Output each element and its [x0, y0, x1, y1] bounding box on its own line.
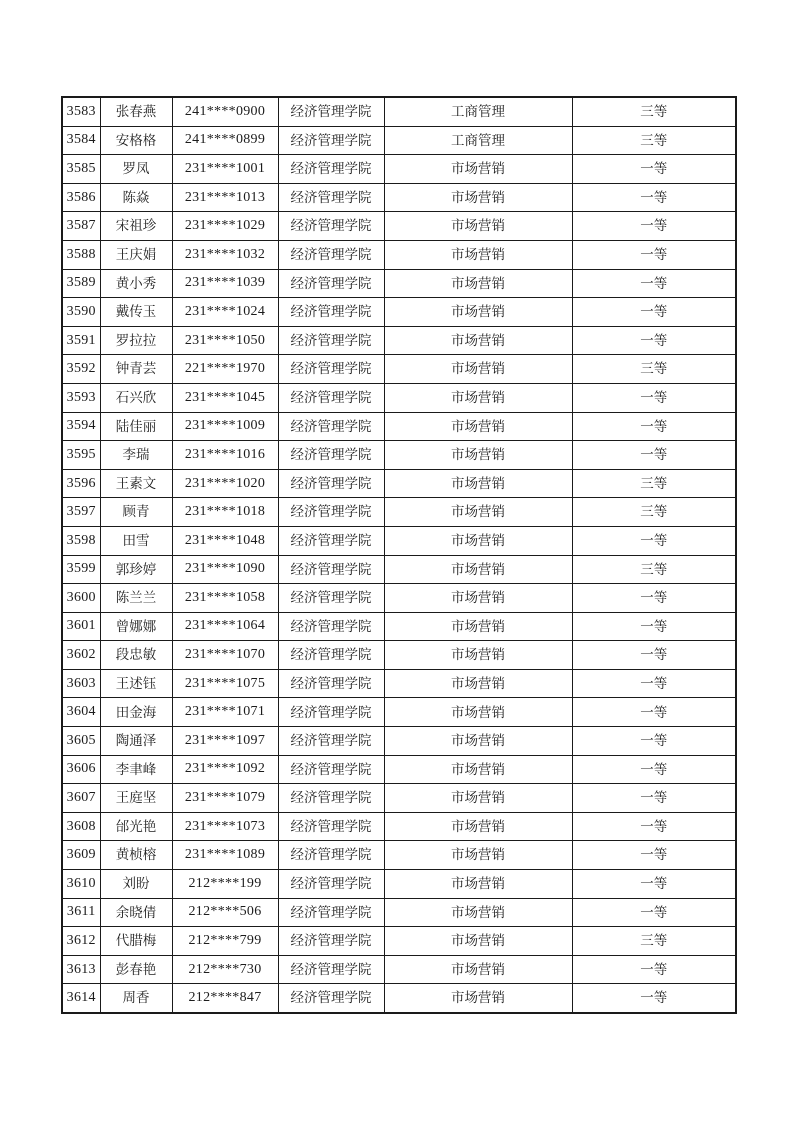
cell-serial-number: 3593: [62, 383, 100, 412]
table-row: [62, 469, 736, 498]
cell-major: 市场营销: [384, 812, 572, 841]
cell-serial-number: 3594: [62, 412, 100, 441]
cell-award-level: 一等: [572, 955, 736, 984]
cell-award-level: 一等: [572, 526, 736, 555]
cell-student-id: 212****506: [172, 898, 278, 927]
cell-college: 经济管理学院: [278, 298, 384, 327]
cell-student-id: 231****1009: [172, 412, 278, 441]
table-row: [62, 441, 736, 470]
cell-major: 市场营销: [384, 698, 572, 727]
cell-serial-number: 3604: [62, 698, 100, 727]
cell-serial-number: 3592: [62, 355, 100, 384]
cell-student-name: 罗拉拉: [100, 326, 172, 355]
cell-award-level: 一等: [572, 641, 736, 670]
table-row: [62, 812, 736, 841]
cell-college: 经济管理学院: [278, 612, 384, 641]
table-row: [62, 755, 736, 784]
cell-award-level: 一等: [572, 269, 736, 298]
cell-student-id: 231****1024: [172, 298, 278, 327]
cell-award-level: 三等: [572, 555, 736, 584]
cell-major: 市场营销: [384, 584, 572, 613]
cell-student-name: 田雪: [100, 526, 172, 555]
cell-serial-number: 3597: [62, 498, 100, 527]
cell-serial-number: 3609: [62, 841, 100, 870]
cell-student-id: 231****1073: [172, 812, 278, 841]
cell-student-name: 石兴欣: [100, 383, 172, 412]
cell-major: 市场营销: [384, 841, 572, 870]
cell-student-id: 231****1013: [172, 183, 278, 212]
cell-student-name: 李瑞: [100, 441, 172, 470]
cell-student-id: 231****1050: [172, 326, 278, 355]
cell-student-name: 田金海: [100, 698, 172, 727]
table-row: [62, 727, 736, 756]
table-row: [62, 784, 736, 813]
cell-student-id: 231****1064: [172, 612, 278, 641]
cell-college: 经济管理学院: [278, 97, 384, 126]
cell-student-id: 231****1001: [172, 155, 278, 184]
table-row: [62, 383, 736, 412]
cell-student-name: 王素文: [100, 469, 172, 498]
cell-major: 市场营销: [384, 927, 572, 956]
cell-college: 经济管理学院: [278, 441, 384, 470]
cell-student-name: 余晓倩: [100, 898, 172, 927]
table-row: [62, 870, 736, 899]
cell-college: 经济管理学院: [278, 212, 384, 241]
cell-student-id: 231****1029: [172, 212, 278, 241]
cell-serial-number: 3584: [62, 126, 100, 155]
cell-college: 经济管理学院: [278, 641, 384, 670]
cell-major: 市场营销: [384, 469, 572, 498]
cell-award-level: 一等: [572, 669, 736, 698]
cell-student-id: 231****1070: [172, 641, 278, 670]
cell-major: 市场营销: [384, 212, 572, 241]
cell-serial-number: 3588: [62, 240, 100, 269]
cell-student-name: 陆佳丽: [100, 412, 172, 441]
cell-award-level: 一等: [572, 155, 736, 184]
table-row: [62, 126, 736, 155]
cell-serial-number: 3606: [62, 755, 100, 784]
cell-serial-number: 3585: [62, 155, 100, 184]
cell-college: 经济管理学院: [278, 326, 384, 355]
cell-award-level: 一等: [572, 755, 736, 784]
table-row: [62, 355, 736, 384]
table-row: [62, 212, 736, 241]
cell-major: 市场营销: [384, 355, 572, 384]
cell-major: 市场营销: [384, 298, 572, 327]
cell-student-name: 黄桢榕: [100, 841, 172, 870]
cell-award-level: 三等: [572, 498, 736, 527]
table-row: [62, 412, 736, 441]
cell-award-level: 一等: [572, 698, 736, 727]
table-row: [62, 898, 736, 927]
cell-award-level: 一等: [572, 212, 736, 241]
cell-major: 市场营销: [384, 383, 572, 412]
table-row: [62, 183, 736, 212]
cell-student-name: 李聿峰: [100, 755, 172, 784]
cell-student-id: 231****1048: [172, 526, 278, 555]
cell-major: 市场营销: [384, 669, 572, 698]
cell-major: 市场营销: [384, 326, 572, 355]
cell-college: 经济管理学院: [278, 870, 384, 899]
cell-award-level: 一等: [572, 870, 736, 899]
cell-major: 市场营销: [384, 183, 572, 212]
cell-college: 经济管理学院: [278, 984, 384, 1013]
cell-college: 经济管理学院: [278, 555, 384, 584]
cell-major: 市场营销: [384, 412, 572, 441]
cell-student-name: 邰光艳: [100, 812, 172, 841]
cell-college: 经济管理学院: [278, 383, 384, 412]
cell-student-name: 周香: [100, 984, 172, 1013]
cell-student-name: 陈兰兰: [100, 584, 172, 613]
cell-student-id: 241****0899: [172, 126, 278, 155]
cell-major: 市场营销: [384, 984, 572, 1013]
cell-student-id: 231****1018: [172, 498, 278, 527]
cell-serial-number: 3587: [62, 212, 100, 241]
cell-major: 工商管理: [384, 97, 572, 126]
cell-college: 经济管理学院: [278, 927, 384, 956]
cell-award-level: 一等: [572, 240, 736, 269]
table-row: [62, 698, 736, 727]
cell-student-name: 刘盼: [100, 870, 172, 899]
cell-major: 市场营销: [384, 641, 572, 670]
cell-student-name: 黄小秀: [100, 269, 172, 298]
table-row: [62, 526, 736, 555]
cell-major: 市场营销: [384, 784, 572, 813]
table-row: [62, 612, 736, 641]
cell-serial-number: 3607: [62, 784, 100, 813]
table-row: [62, 669, 736, 698]
table-row: [62, 927, 736, 956]
cell-student-name: 陈焱: [100, 183, 172, 212]
cell-college: 经济管理学院: [278, 698, 384, 727]
cell-major: 市场营销: [384, 898, 572, 927]
cell-award-level: 三等: [572, 126, 736, 155]
cell-serial-number: 3611: [62, 898, 100, 927]
cell-serial-number: 3596: [62, 469, 100, 498]
cell-student-name: 安格格: [100, 126, 172, 155]
table-row: [62, 298, 736, 327]
cell-student-name: 代腊梅: [100, 927, 172, 956]
cell-student-name: 王庭坚: [100, 784, 172, 813]
cell-serial-number: 3601: [62, 612, 100, 641]
cell-student-id: 231****1075: [172, 669, 278, 698]
cell-student-id: 231****1090: [172, 555, 278, 584]
cell-serial-number: 3595: [62, 441, 100, 470]
cell-serial-number: 3599: [62, 555, 100, 584]
cell-major: 市场营销: [384, 441, 572, 470]
cell-major: 市场营销: [384, 727, 572, 756]
cell-serial-number: 3591: [62, 326, 100, 355]
cell-student-id: 231****1092: [172, 755, 278, 784]
cell-student-name: 陶通泽: [100, 727, 172, 756]
cell-student-name: 段忠敏: [100, 641, 172, 670]
table-row: [62, 841, 736, 870]
table-row: [62, 498, 736, 527]
cell-award-level: 一等: [572, 412, 736, 441]
cell-student-name: 顾青: [100, 498, 172, 527]
cell-student-id: 231****1020: [172, 469, 278, 498]
cell-award-level: 一等: [572, 326, 736, 355]
cell-student-name: 罗凤: [100, 155, 172, 184]
cell-serial-number: 3598: [62, 526, 100, 555]
cell-college: 经济管理学院: [278, 727, 384, 756]
cell-serial-number: 3612: [62, 927, 100, 956]
cell-serial-number: 3589: [62, 269, 100, 298]
table-row: [62, 984, 736, 1013]
cell-student-id: 212****199: [172, 870, 278, 899]
cell-college: 经济管理学院: [278, 755, 384, 784]
table-row: [62, 584, 736, 613]
cell-student-id: 231****1071: [172, 698, 278, 727]
cell-student-id: 231****1016: [172, 441, 278, 470]
cell-award-level: 一等: [572, 383, 736, 412]
cell-college: 经济管理学院: [278, 155, 384, 184]
cell-college: 经济管理学院: [278, 183, 384, 212]
cell-serial-number: 3610: [62, 870, 100, 899]
cell-student-name: 郭珍婷: [100, 555, 172, 584]
cell-college: 经济管理学院: [278, 669, 384, 698]
records-table-body: [62, 97, 736, 1013]
cell-student-id: 231****1079: [172, 784, 278, 813]
cell-college: 经济管理学院: [278, 412, 384, 441]
cell-college: 经济管理学院: [278, 469, 384, 498]
table-row: [62, 641, 736, 670]
cell-award-level: 一等: [572, 984, 736, 1013]
cell-serial-number: 3603: [62, 669, 100, 698]
cell-college: 经济管理学院: [278, 898, 384, 927]
cell-major: 市场营销: [384, 526, 572, 555]
cell-award-level: 一等: [572, 584, 736, 613]
cell-serial-number: 3614: [62, 984, 100, 1013]
cell-college: 经济管理学院: [278, 126, 384, 155]
cell-award-level: 一等: [572, 812, 736, 841]
cell-major: 工商管理: [384, 126, 572, 155]
cell-award-level: 三等: [572, 469, 736, 498]
cell-college: 经济管理学院: [278, 841, 384, 870]
cell-college: 经济管理学院: [278, 955, 384, 984]
cell-major: 市场营销: [384, 269, 572, 298]
cell-student-name: 王庆娟: [100, 240, 172, 269]
cell-student-id: 212****799: [172, 927, 278, 956]
cell-college: 经济管理学院: [278, 269, 384, 298]
table-row: [62, 555, 736, 584]
cell-student-name: 钟青芸: [100, 355, 172, 384]
cell-college: 经济管理学院: [278, 812, 384, 841]
cell-student-id: 231****1032: [172, 240, 278, 269]
cell-student-id: 231****1045: [172, 383, 278, 412]
cell-major: 市场营销: [384, 612, 572, 641]
cell-student-id: 221****1970: [172, 355, 278, 384]
cell-major: 市场营销: [384, 870, 572, 899]
cell-serial-number: 3583: [62, 97, 100, 126]
cell-college: 经济管理学院: [278, 498, 384, 527]
cell-student-id: 231****1058: [172, 584, 278, 613]
cell-student-name: 宋祖珍: [100, 212, 172, 241]
cell-award-level: 一等: [572, 898, 736, 927]
cell-college: 经济管理学院: [278, 584, 384, 613]
cell-major: 市场营销: [384, 955, 572, 984]
cell-award-level: 三等: [572, 355, 736, 384]
table-row: [62, 155, 736, 184]
cell-serial-number: 3608: [62, 812, 100, 841]
cell-award-level: 三等: [572, 97, 736, 126]
cell-serial-number: 3613: [62, 955, 100, 984]
cell-major: 市场营销: [384, 555, 572, 584]
table-row: [62, 955, 736, 984]
cell-student-name: 曾娜娜: [100, 612, 172, 641]
cell-college: 经济管理学院: [278, 240, 384, 269]
cell-award-level: 一等: [572, 784, 736, 813]
cell-serial-number: 3605: [62, 727, 100, 756]
cell-award-level: 一等: [572, 727, 736, 756]
cell-student-id: 231****1089: [172, 841, 278, 870]
cell-serial-number: 3586: [62, 183, 100, 212]
table-row: [62, 269, 736, 298]
cell-student-id: 231****1039: [172, 269, 278, 298]
cell-student-name: 张春燕: [100, 97, 172, 126]
cell-award-level: 一等: [572, 841, 736, 870]
cell-student-name: 王述钰: [100, 669, 172, 698]
cell-serial-number: 3602: [62, 641, 100, 670]
cell-student-name: 彭春艳: [100, 955, 172, 984]
cell-serial-number: 3590: [62, 298, 100, 327]
cell-serial-number: 3600: [62, 584, 100, 613]
cell-award-level: 一等: [572, 298, 736, 327]
cell-major: 市场营销: [384, 240, 572, 269]
cell-award-level: 一等: [572, 183, 736, 212]
table-row: [62, 97, 736, 126]
table-row: [62, 240, 736, 269]
cell-award-level: 三等: [572, 927, 736, 956]
cell-student-id: 231****1097: [172, 727, 278, 756]
cell-award-level: 一等: [572, 441, 736, 470]
cell-student-id: 212****847: [172, 984, 278, 1013]
cell-college: 经济管理学院: [278, 526, 384, 555]
cell-student-name: 戴传玉: [100, 298, 172, 327]
cell-student-id: 212****730: [172, 955, 278, 984]
cell-college: 经济管理学院: [278, 784, 384, 813]
cell-award-level: 一等: [572, 612, 736, 641]
cell-major: 市场营销: [384, 498, 572, 527]
award-records-table: [61, 96, 737, 1014]
cell-major: 市场营销: [384, 155, 572, 184]
cell-student-id: 241****0900: [172, 97, 278, 126]
table-row: [62, 326, 736, 355]
cell-college: 经济管理学院: [278, 355, 384, 384]
cell-major: 市场营销: [384, 755, 572, 784]
